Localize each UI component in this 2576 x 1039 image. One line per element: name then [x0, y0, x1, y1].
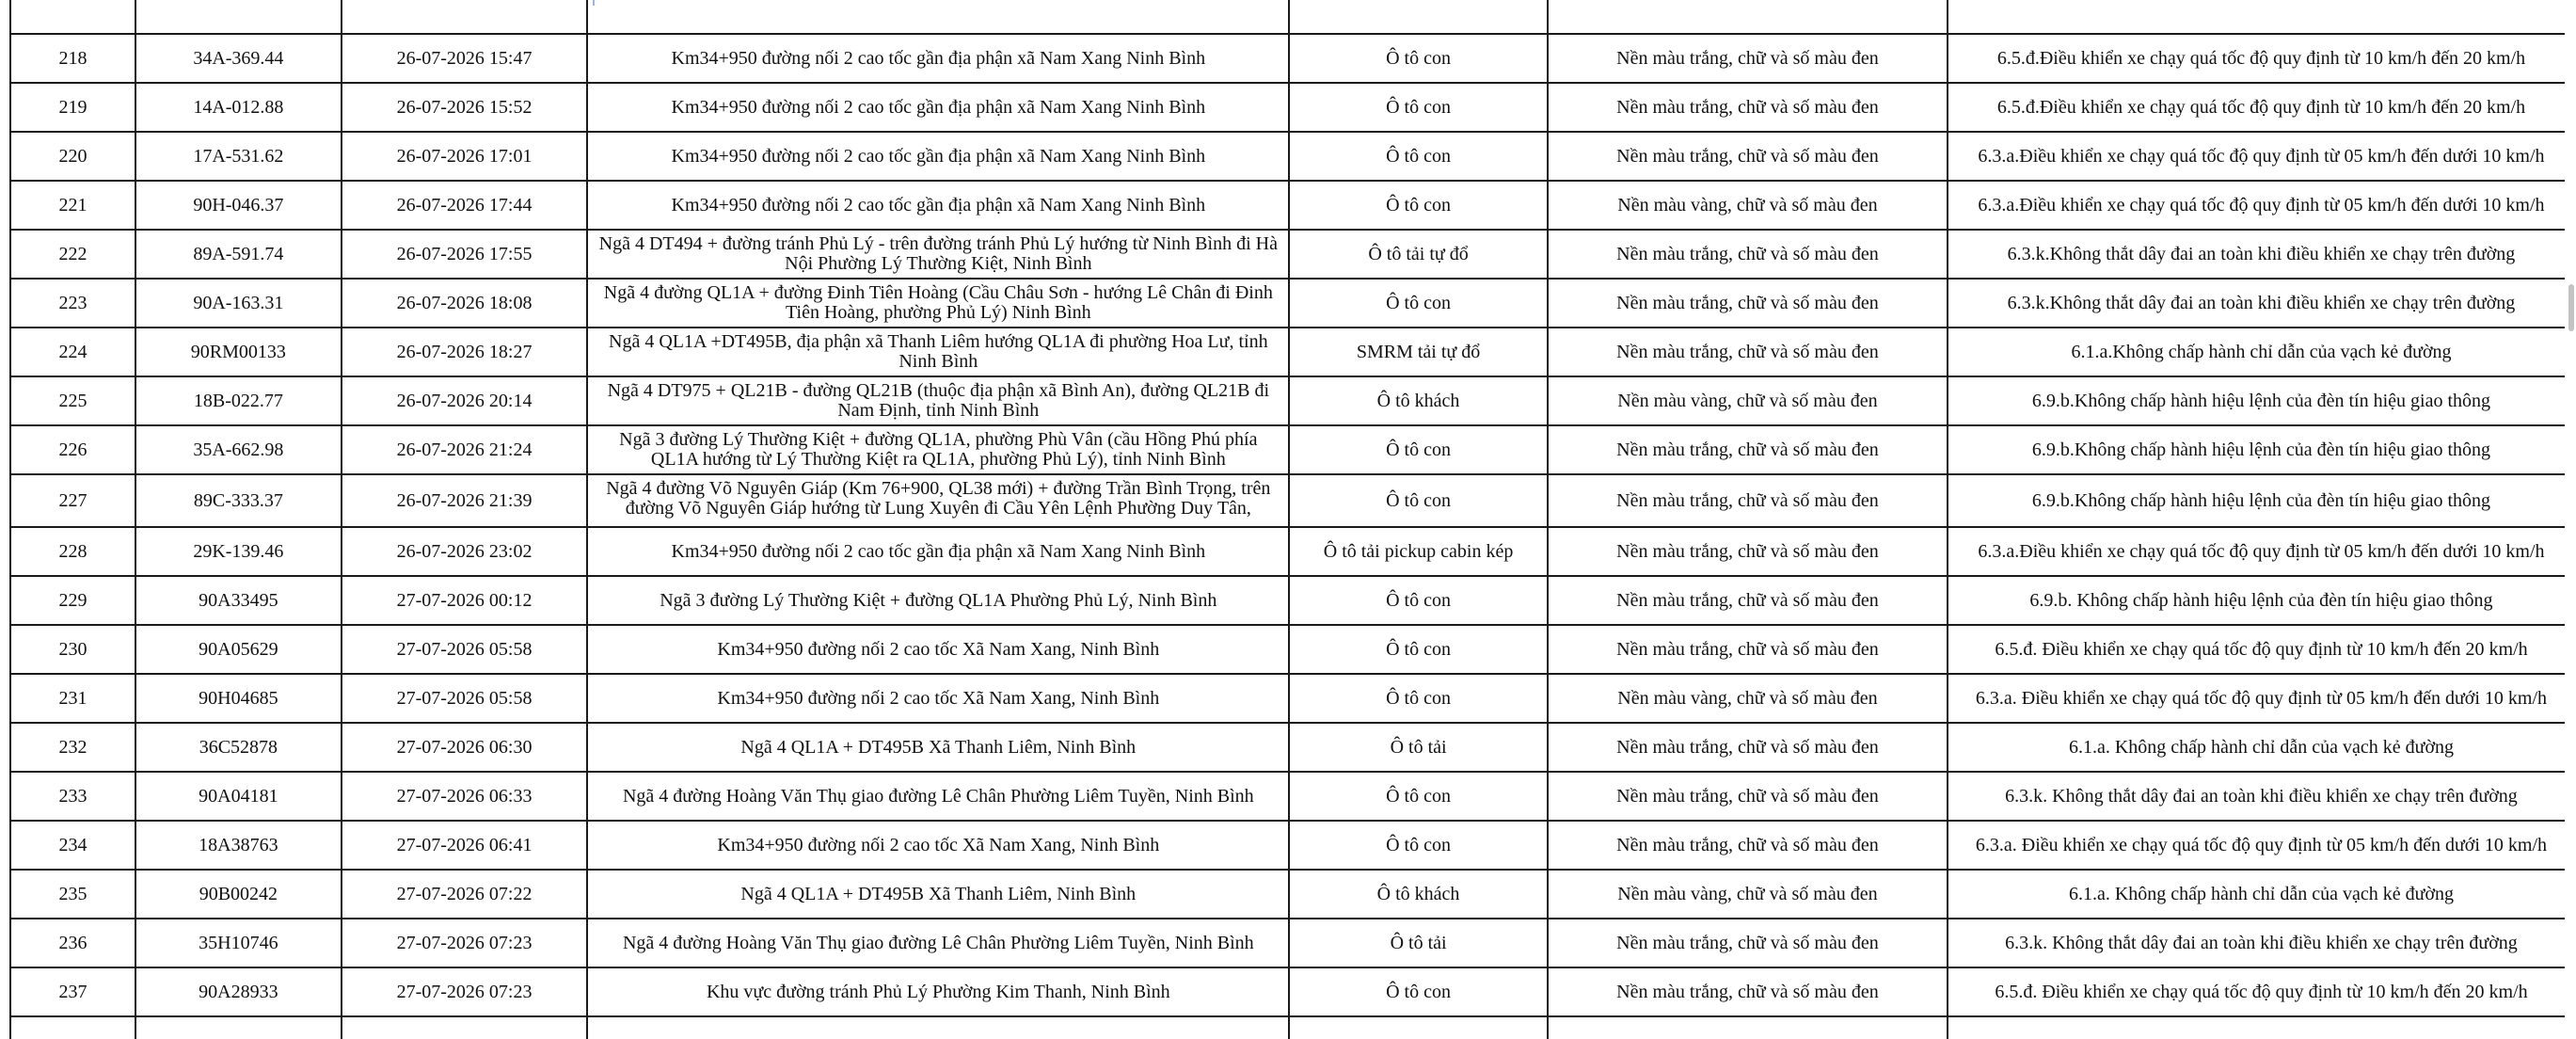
cell-plate[interactable]: 90B00242: [135, 870, 342, 919]
cell-plate-color[interactable]: Nền màu trắng, chữ và số màu đen: [1548, 328, 1948, 376]
cell-location[interactable]: Ngã 3 đường Lý Thường Kiệt + đường QL1A Phường Phủ Lý, Ninh Bình: [587, 576, 1289, 625]
cell-stt[interactable]: 226: [10, 425, 135, 474]
cell-plate[interactable]: 18B-022.77: [135, 376, 342, 425]
cell-violation[interactable]: 6.3.a. Điều khiển xe chạy quá tốc độ quy định từ 05 km/h đến dưới 10 km/h: [1948, 674, 2575, 723]
cell-time[interactable]: 26-07-2026 21:24: [342, 425, 588, 474]
cell-plate-color[interactable]: Nền màu trắng, chữ và số màu đen: [1548, 425, 1948, 474]
cell-time[interactable]: [342, 1016, 588, 1039]
cell-stt[interactable]: 220: [10, 132, 135, 181]
cell-vehicle[interactable]: Ô tô tải: [1289, 723, 1548, 772]
cell-plate-color[interactable]: Nền màu vàng, chữ và số màu đen: [1548, 870, 1948, 919]
cell-plate-color[interactable]: Nền màu trắng, chữ và số màu đen: [1548, 772, 1948, 821]
cell-time[interactable]: 26-07-2026 18:08: [342, 279, 588, 328]
cell-vehicle[interactable]: Ô tô con: [1289, 132, 1548, 181]
cell-vehicle[interactable]: [1289, 1016, 1548, 1039]
cell-plate[interactable]: 90H-046.37: [135, 181, 342, 230]
cell-vehicle[interactable]: Ô tô tải: [1289, 919, 1548, 967]
cell-vehicle[interactable]: Ô tô tải tự đổ: [1289, 230, 1548, 279]
cell-time[interactable]: [342, 0, 588, 34]
cell-location[interactable]: Ngã 4 đường Võ Nguyên Giáp (Km 76+900, QL38 mới) + đường Trần Bình Trọng, trên đường Võ Nguyên Giáp hướng từ Lung Xuyên đi Cầu Yên Lệnh Phường Duy Tân,: [587, 474, 1289, 527]
cell-violation[interactable]: [1948, 0, 2575, 34]
cell-plate[interactable]: 90RM00133: [135, 328, 342, 376]
cell-location[interactable]: Ngã 4 đường Hoàng Văn Thụ giao đường Lê Chân Phường Liêm Tuyền, Ninh Bình: [587, 772, 1289, 821]
cell-violation[interactable]: 6.3.k. Không thắt dây đai an toàn khi điều khiển xe chạy trên đường: [1948, 772, 2575, 821]
cell-plate-color[interactable]: [1548, 0, 1948, 34]
cell-time[interactable]: 26-07-2026 17:55: [342, 230, 588, 279]
cell-violation[interactable]: 6.3.a.Điều khiển xe chạy quá tốc độ quy định từ 05 km/h đến dưới 10 km/h: [1948, 527, 2575, 576]
cell-plate[interactable]: 35H10746: [135, 919, 342, 967]
cell-stt[interactable]: 225: [10, 376, 135, 425]
cell-vehicle[interactable]: Ô tô con: [1289, 821, 1548, 870]
cell-location[interactable]: Km34+950 đường nối 2 cao tốc gần địa phận xã Nam Xang Ninh Bình: [587, 83, 1289, 132]
cell-time[interactable]: 26-07-2026 20:14: [342, 376, 588, 425]
cell-plate[interactable]: [135, 1016, 342, 1039]
cell-plate[interactable]: 90A33495: [135, 576, 342, 625]
cell-stt[interactable]: 232: [10, 723, 135, 772]
cell-location[interactable]: Km34+950 đường nối 2 cao tốc gần địa phận xã Nam Xang Ninh Bình: [587, 132, 1289, 181]
cell-time[interactable]: 27-07-2026 00:12: [342, 576, 588, 625]
table-row: [10, 1016, 2575, 1039]
table-row: [10, 230, 2575, 279]
table-row: [10, 527, 2575, 576]
cell-plate[interactable]: 90A04181: [135, 772, 342, 821]
cell-violation[interactable]: 6.5.đ.Điều khiển xe chạy quá tốc độ quy định từ 10 km/h đến 20 km/h: [1948, 83, 2575, 132]
cell-plate[interactable]: 34A-369.44: [135, 34, 342, 83]
cell-time[interactable]: 27-07-2026 06:30: [342, 723, 588, 772]
cell-time[interactable]: 26-07-2026 18:27: [342, 328, 588, 376]
cell-location[interactable]: Km34+950 đường nối 2 cao tốc gần địa phận xã Nam Xang Ninh Bình: [587, 181, 1289, 230]
cell-time[interactable]: 27-07-2026 07:23: [342, 919, 588, 967]
table-row: [10, 576, 2575, 625]
table-row: [10, 625, 2575, 674]
cell-vehicle[interactable]: Ô tô con: [1289, 425, 1548, 474]
cell-violation[interactable]: 6.3.a.Điều khiển xe chạy quá tốc độ quy định từ 05 km/h đến dưới 10 km/h: [1948, 132, 2575, 181]
cell-plate-color[interactable]: Nền màu trắng, chữ và số màu đen: [1548, 967, 1948, 1016]
cell-plate-color[interactable]: Nền màu trắng, chữ và số màu đen: [1548, 279, 1948, 328]
cell-location[interactable]: Ngã 4 QL1A + DT495B Xã Thanh Liêm, Ninh Bình: [587, 723, 1289, 772]
cell-location[interactable]: Km34+950 đường nối 2 cao tốc Xã Nam Xang, Ninh Bình: [587, 625, 1289, 674]
cell-violation[interactable]: 6.3.k.Không thắt dây đai an toàn khi điều khiển xe chạy trên đường: [1948, 230, 2575, 279]
cell-vehicle[interactable]: Ô tô con: [1289, 674, 1548, 723]
cell-location[interactable]: Ngã 4 đường QL1A + đường Đinh Tiên Hoàng (Cầu Châu Sơn - hướng Lê Chân đi Đinh Tiên Hoàng, phường Phủ Lý) Ninh Bình: [587, 279, 1289, 328]
cell-vehicle[interactable]: Ô tô tải pickup cabin kép: [1289, 527, 1548, 576]
cell-time[interactable]: 27-07-2026 06:41: [342, 821, 588, 870]
cell-plate[interactable]: 14A-012.88: [135, 83, 342, 132]
cell-plate-color[interactable]: Nền màu vàng, chữ và số màu đen: [1548, 674, 1948, 723]
table-row: [10, 674, 2575, 723]
cell-vehicle[interactable]: Ô tô con: [1289, 83, 1548, 132]
table-row: [10, 919, 2575, 967]
cell-plate[interactable]: 90A28933: [135, 967, 342, 1016]
cell-time[interactable]: 27-07-2026 05:58: [342, 674, 588, 723]
cell-location[interactable]: Ngã 3 đường Lý Thường Kiệt + đường QL1A, phường Phù Vân (cầu Hồng Phú phía QL1A hướng từ Lý Thường Kiệt ra QL1A, phường Phủ Lý), tỉnh Ninh Bình: [587, 425, 1289, 474]
cell-plate-color[interactable]: Nền màu trắng, chữ và số màu đen: [1548, 919, 1948, 967]
table-row: [10, 181, 2575, 230]
cell-plate[interactable]: [135, 0, 342, 34]
cell-time[interactable]: 26-07-2026 21:39: [342, 474, 588, 527]
cell-vehicle[interactable]: Ô tô con: [1289, 576, 1548, 625]
cell-stt[interactable]: 233: [10, 772, 135, 821]
cell-vehicle[interactable]: Ô tô con: [1289, 34, 1548, 83]
cell-location[interactable]: Km34+950 đường nối 2 cao tốc gần địa phận xã Nam Xang Ninh Bình: [587, 34, 1289, 83]
cell-location[interactable]: Ngã 4 QL1A +DT495B, địa phận xã Thanh Liêm hướng QL1A đi phường Hoa Lư, tỉnh Ninh Bình: [587, 328, 1289, 376]
cell-violation[interactable]: 6.1.a. Không chấp hành chỉ dẫn của vạch kẻ đường: [1948, 870, 2575, 919]
cell-location[interactable]: [587, 0, 1289, 34]
cell-violation[interactable]: 6.9.b.Không chấp hành hiệu lệnh của đèn tín hiệu giao thông: [1948, 425, 2575, 474]
cell-plate-color[interactable]: Nền màu trắng, chữ và số màu đen: [1548, 576, 1948, 625]
table-row: [10, 967, 2575, 1016]
cell-violation[interactable]: 6.5.đ. Điều khiển xe chạy quá tốc độ quy định từ 10 km/h đến 20 km/h: [1948, 967, 2575, 1016]
cell-time[interactable]: 26-07-2026 15:52: [342, 83, 588, 132]
cell-plate[interactable]: 35A-662.98: [135, 425, 342, 474]
cell-vehicle[interactable]: SMRM tải tự đổ: [1289, 328, 1548, 376]
cell-location[interactable]: [587, 1016, 1289, 1039]
cell-vehicle[interactable]: Ô tô con: [1289, 279, 1548, 328]
cell-plate[interactable]: 90A-163.31: [135, 279, 342, 328]
cell-vehicle[interactable]: [1289, 0, 1548, 34]
cell-location[interactable]: Km34+950 đường nối 2 cao tốc gần địa phận xã Nam Xang Ninh Bình: [587, 527, 1289, 576]
cell-location[interactable]: Ngã 4 QL1A + DT495B Xã Thanh Liêm, Ninh Bình: [587, 870, 1289, 919]
cell-plate[interactable]: 29K-139.46: [135, 527, 342, 576]
table-row: [10, 328, 2575, 376]
cell-time[interactable]: 26-07-2026 17:01: [342, 132, 588, 181]
cell-plate-color[interactable]: Nền màu vàng, chữ và số màu đen: [1548, 376, 1948, 425]
cell-plate[interactable]: 90A05629: [135, 625, 342, 674]
cell-stt[interactable]: 223: [10, 279, 135, 328]
cell-plate-color[interactable]: Nền màu trắng, chữ và số màu đen: [1548, 723, 1948, 772]
cell-plate-color[interactable]: Nền màu trắng, chữ và số màu đen: [1548, 527, 1948, 576]
cell-time[interactable]: 27-07-2026 07:22: [342, 870, 588, 919]
cell-violation[interactable]: 6.9.b. Không chấp hành hiệu lệnh của đèn tín hiệu giao thông: [1948, 576, 2575, 625]
cell-stt[interactable]: [10, 1016, 135, 1039]
selection-edge: [593, 0, 595, 6]
cell-stt[interactable]: 221: [10, 181, 135, 230]
cell-plate-color[interactable]: Nền màu trắng, chữ và số màu đen: [1548, 34, 1948, 83]
cell-plate[interactable]: 36C52878: [135, 723, 342, 772]
cell-plate-color[interactable]: Nền màu trắng, chữ và số màu đen: [1548, 625, 1948, 674]
cell-vehicle[interactable]: Ô tô khách: [1289, 870, 1548, 919]
cell-location[interactable]: Ngã 4 DT975 + QL21B - đường QL21B (thuộc địa phận xã Bình An), đường QL21B đi Nam Định, tỉnh Ninh Bình: [587, 376, 1289, 425]
cell-stt[interactable]: 234: [10, 821, 135, 870]
cell-vehicle[interactable]: Ô tô con: [1289, 625, 1548, 674]
table-row: [10, 376, 2575, 425]
cell-location[interactable]: Km34+950 đường nối 2 cao tốc Xã Nam Xang, Ninh Bình: [587, 674, 1289, 723]
cell-time[interactable]: 27-07-2026 05:58: [342, 625, 588, 674]
cell-stt[interactable]: 224: [10, 328, 135, 376]
cell-violation[interactable]: 6.9.b.Không chấp hành hiệu lệnh của đèn tín hiệu giao thông: [1948, 376, 2575, 425]
cell-stt[interactable]: 218: [10, 34, 135, 83]
cell-plate[interactable]: 90H04685: [135, 674, 342, 723]
cell-stt[interactable]: 230: [10, 625, 135, 674]
cell-plate-color[interactable]: Nền màu trắng, chữ và số màu đen: [1548, 83, 1948, 132]
table-row: [10, 474, 2575, 527]
table-body: [10, 0, 2575, 1039]
cell-plate-color[interactable]: [1548, 1016, 1948, 1039]
cell-vehicle[interactable]: Ô tô con: [1289, 474, 1548, 527]
cell-plate-color[interactable]: Nền màu vàng, chữ và số màu đen: [1548, 181, 1948, 230]
cell-violation[interactable]: 6.3.k.Không thắt dây đai an toàn khi điều khiển xe chạy trên đường: [1948, 279, 2575, 328]
cell-violation[interactable]: 6.3.a.Điều khiển xe chạy quá tốc độ quy định từ 05 km/h đến dưới 10 km/h: [1948, 181, 2575, 230]
cell-time[interactable]: 27-07-2026 06:33: [342, 772, 588, 821]
cell-violation[interactable]: [1948, 1016, 2575, 1039]
cell-time[interactable]: 26-07-2026 15:47: [342, 34, 588, 83]
cell-plate[interactable]: 18A38763: [135, 821, 342, 870]
cell-stt[interactable]: 231: [10, 674, 135, 723]
cell-vehicle[interactable]: Ô tô con: [1289, 967, 1548, 1016]
cell-violation[interactable]: 6.3.k. Không thắt dây đai an toàn khi điều khiển xe chạy trên đường: [1948, 919, 2575, 967]
vertical-scrollbar[interactable]: [2565, 0, 2576, 1039]
cell-stt[interactable]: 227: [10, 474, 135, 527]
table-row: [10, 132, 2575, 181]
cell-time[interactable]: 26-07-2026 17:44: [342, 181, 588, 230]
table-row: [10, 870, 2575, 919]
cell-plate[interactable]: 89C-333.37: [135, 474, 342, 527]
table-row: [10, 425, 2575, 474]
cell-location[interactable]: Khu vực đường tránh Phủ Lý Phường Kim Thanh, Ninh Bình: [587, 967, 1289, 1016]
cell-plate-color[interactable]: Nền màu trắng, chữ và số màu đen: [1548, 132, 1948, 181]
table-row: [10, 821, 2575, 870]
cell-violation[interactable]: 6.3.a. Điều khiển xe chạy quá tốc độ quy định từ 05 km/h đến dưới 10 km/h: [1948, 821, 2575, 870]
table-row: [10, 34, 2575, 83]
cell-stt[interactable]: 228: [10, 527, 135, 576]
cell-stt[interactable]: 229: [10, 576, 135, 625]
cell-violation[interactable]: 6.1.a.Không chấp hành chỉ dẫn của vạch kẻ đường: [1948, 328, 2575, 376]
table-row: [10, 723, 2575, 772]
scrollbar-thumb[interactable]: [2568, 284, 2574, 331]
cell-vehicle[interactable]: Ô tô khách: [1289, 376, 1548, 425]
cell-location[interactable]: Ngã 4 DT494 + đường tránh Phủ Lý - trên đường tránh Phủ Lý hướng từ Ninh Bình đi Hà Nội Phường Lý Thường Kiệt, Ninh Bình: [587, 230, 1289, 279]
cell-plate[interactable]: 89A-591.74: [135, 230, 342, 279]
cell-plate-color[interactable]: Nền màu trắng, chữ và số màu đen: [1548, 230, 1948, 279]
cell-violation[interactable]: 6.9.b.Không chấp hành hiệu lệnh của đèn tín hiệu giao thông: [1948, 474, 2575, 527]
cell-violation[interactable]: 6.5.đ.Điều khiển xe chạy quá tốc độ quy định từ 10 km/h đến 20 km/h: [1948, 34, 2575, 83]
cell-stt[interactable]: 236: [10, 919, 135, 967]
cell-violation[interactable]: 6.1.a. Không chấp hành chỉ dẫn của vạch kẻ đường: [1948, 723, 2575, 772]
cell-violation[interactable]: 6.5.đ. Điều khiển xe chạy quá tốc độ quy định từ 10 km/h đến 20 km/h: [1948, 625, 2575, 674]
cell-plate-color[interactable]: Nền màu trắng, chữ và số màu đen: [1548, 474, 1948, 527]
cell-plate-color[interactable]: Nền màu trắng, chữ và số màu đen: [1548, 821, 1948, 870]
cell-vehicle[interactable]: Ô tô con: [1289, 772, 1548, 821]
cell-time[interactable]: 26-07-2026 23:02: [342, 527, 588, 576]
cell-location[interactable]: Km34+950 đường nối 2 cao tốc Xã Nam Xang, Ninh Bình: [587, 821, 1289, 870]
cell-plate[interactable]: 17A-531.62: [135, 132, 342, 181]
cell-vehicle[interactable]: Ô tô con: [1289, 181, 1548, 230]
table-row: [10, 83, 2575, 132]
cell-stt[interactable]: 222: [10, 230, 135, 279]
violations-table: [9, 0, 2576, 1039]
cell-location[interactable]: Ngã 4 đường Hoàng Văn Thụ giao đường Lê Chân Phường Liêm Tuyền, Ninh Bình: [587, 919, 1289, 967]
cell-stt[interactable]: 219: [10, 83, 135, 132]
cell-stt[interactable]: 235: [10, 870, 135, 919]
cell-stt[interactable]: 237: [10, 967, 135, 1016]
cell-stt[interactable]: [10, 0, 135, 34]
cell-time[interactable]: 27-07-2026 07:23: [342, 967, 588, 1016]
table-row: [10, 0, 2575, 34]
table-row: [10, 772, 2575, 821]
table-row: [10, 279, 2575, 328]
